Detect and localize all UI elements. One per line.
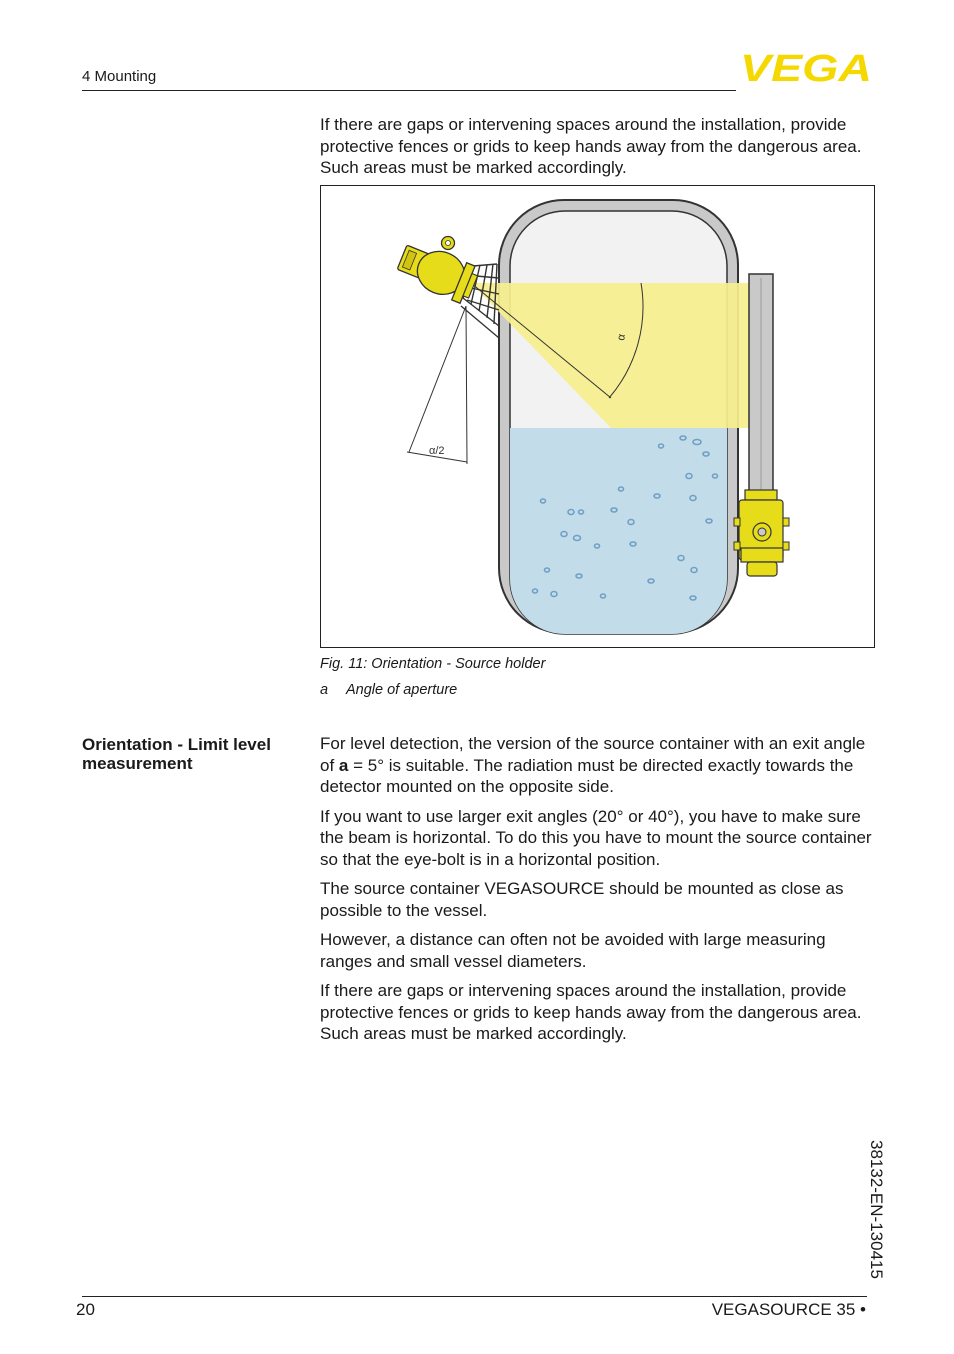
page-number: 20 xyxy=(76,1300,95,1319)
detector-housing xyxy=(734,490,789,576)
source-container xyxy=(394,237,481,306)
section-body xyxy=(320,733,880,1045)
header-divider xyxy=(82,90,736,91)
section-heading: Orientation - Limit level measurement xyxy=(82,735,271,773)
intro-paragraph: If there are gaps or intervening spaces around the installation, provide protective fences or grids to keep hands away from the dangerous area. Such areas must be marked accordingly. xyxy=(320,115,862,177)
document-number: 38132-EN-130415 xyxy=(867,1140,886,1279)
vega-logo xyxy=(740,52,874,84)
half-angle-dimension xyxy=(407,306,467,464)
footer-divider xyxy=(82,1296,867,1297)
paragraph-4: However, a distance can often not be avoided with large measuring ranges and small vessel diameters. xyxy=(320,930,826,971)
liquid xyxy=(510,428,727,638)
figure-frame xyxy=(320,185,875,648)
figure-caption: Fig. 11: Orientation - Source holder xyxy=(320,656,546,672)
paragraph-1: For level detection, the version of the source container with an exit angle of a = 5° is suitable. The radiation must be directed exactly towards the detector mounted on the opposite side. xyxy=(320,734,866,796)
header-section-title: 4 Mounting xyxy=(82,68,157,85)
alpha-label: α xyxy=(615,333,629,342)
footer-product-name: VEGASOURCE 35 • xyxy=(711,1300,866,1319)
paragraph-5: If there are gaps or intervening spaces around the installation, provide protective fences or grids to keep hands away from the dangerous area. Such areas must be marked accordingly. xyxy=(320,981,862,1043)
figure-legend-text: Angle of aperture xyxy=(346,682,458,698)
figure-legend-key: a xyxy=(320,682,329,698)
paragraph-2: If you want to use larger exit angles (20° or 40°), you have to make sure the beam is horizontal. To do this you have to mount the source container so that the eye-bolt is in a horizontal position. xyxy=(320,806,872,869)
alpha-half-label: α/2 xyxy=(429,445,445,457)
orientation-diagram xyxy=(321,186,874,647)
paragraph-3: The source container VEGASOURCE should be mounted as close as possible to the vessel. xyxy=(320,879,844,920)
logo-text: VEGA xyxy=(740,52,872,84)
